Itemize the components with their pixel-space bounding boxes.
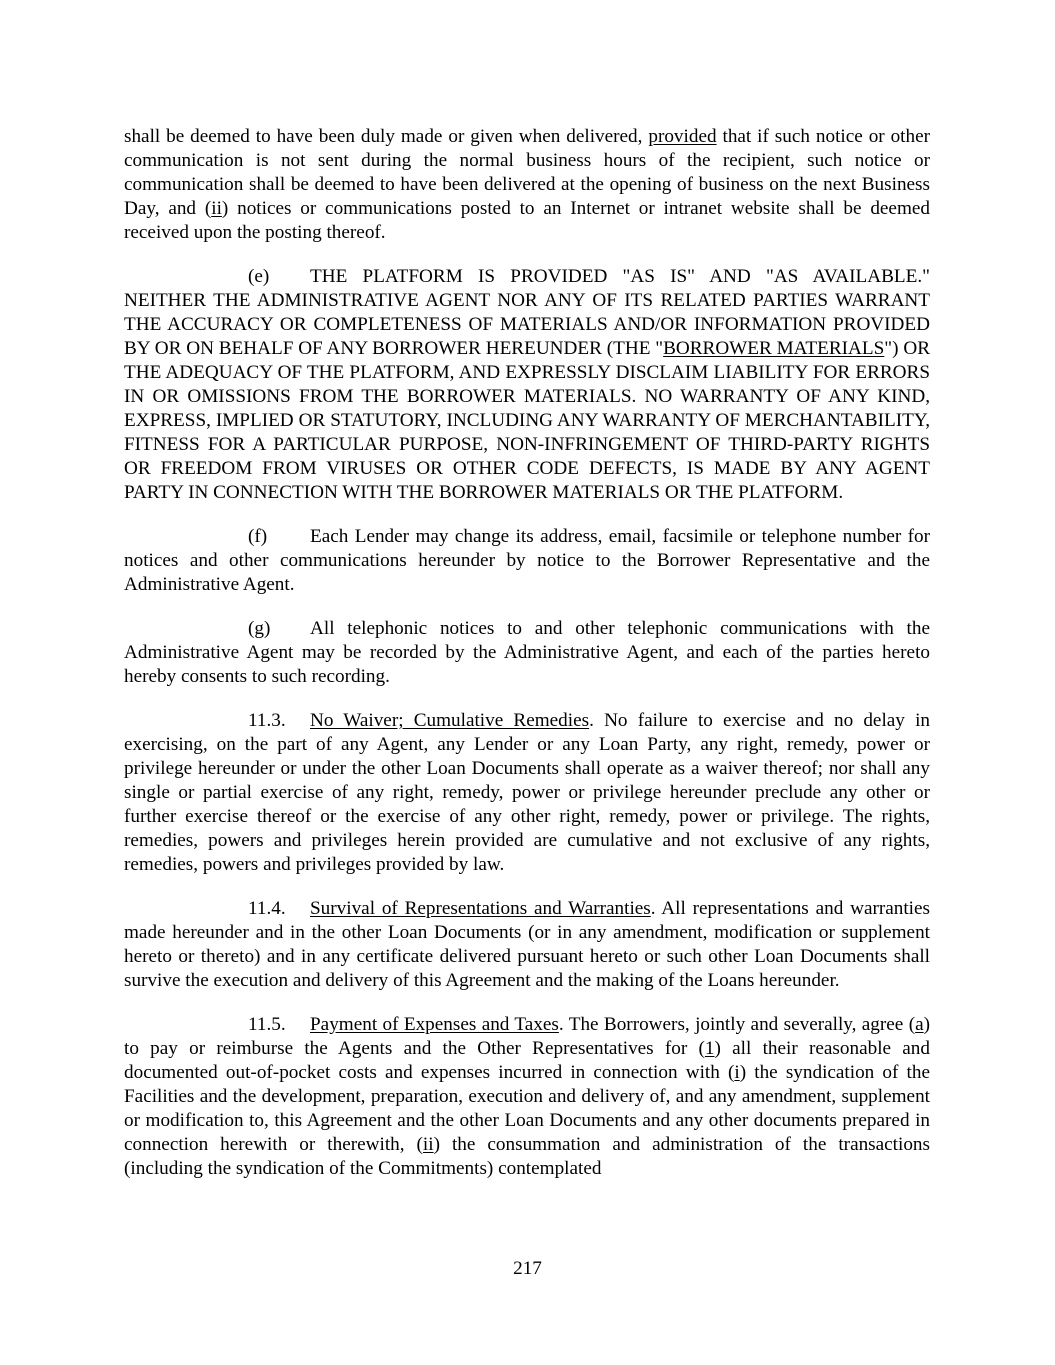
clause-i-marker: i	[734, 1062, 740, 1083]
paragraph-e-label: (e)	[248, 266, 270, 287]
clause-ii-marker-2: ii	[422, 1134, 434, 1155]
section-11-5-heading: Payment of Expenses and Taxes	[310, 1014, 559, 1035]
section-11-4: 11.4. Survival of Representations and Warranties. All representations and warranties made hereunder and in the other Loan Documents (or in any amendment, modification or supplement hereto or thereto) and in any certificate delivered pursuant hereto or such other Loan Documents shall survive the execution and delivery of this Agreement and the making of the Loans hereunder.	[124, 898, 930, 991]
section-11-3-heading: No Waiver; Cumulative Remedies	[310, 710, 590, 731]
section-11-4-heading: Survival of Representations and Warranties	[310, 898, 651, 919]
section-11-3-number: 11.3.	[248, 710, 286, 731]
section-11-3: 11.3. No Waiver; Cumulative Remedies. No failure to exercise and no delay in exercising, on the part of any Agent, any Lender or any Loan Party, any right, remedy, power or privilege hereunder or under the other Loan Documents shall operate as a waiver thereof; nor shall any single or partial exercise of any right, remedy, power or privilege hereunder preclude any other or further exercise thereof or the exercise of any other right, remedy, power or privilege. The rights, remedies, powers and privileges herein provided are cumulative and not exclusive of any rights, remedies, powers and privileges provided by law.	[124, 710, 931, 875]
paragraph-g-label: (g)	[248, 618, 271, 639]
clause-ii-marker: ii	[211, 198, 222, 219]
provided-term: provided	[648, 126, 717, 147]
section-11-4-number: 11.4.	[248, 898, 286, 919]
paragraph-f-label: (f)	[248, 526, 268, 547]
paragraph-e: (e) THE PLATFORM IS PROVIDED "AS IS" AND "AS AVAILABLE." NEITHER THE ADMINISTRATIVE AGENT NOR ANY OF ITS RELATED PARTIES WARRANT THE ACCURACY OR COMPLETENESS OF MATERIALS AND/OR INFORMATION PROVIDED BY OR ON BEHALF OF ANY BORROWER HEREUNDER (THE "BORROWER MATERIALS") OR THE ADEQUACY OF THE PLATFORM, AND EXPRESSLY DISCLAIM LIABILITY FOR ERRORS IN OR OMISSIONS FROM THE BORROWER MATERIALS. NO WARRANTY OF ANY KIND, EXPRESS, IMPLIED OR STATUTORY, INCLUDING ANY WARRANTY OF MERCHANTABILITY, FITNESS FOR A PARTICULAR PURPOSE, NON-INFRINGEMENT OF THIRD-PARTY RIGHTS OR FREEDOM FROM VIRUSES OR OTHER CODE DEFECTS, IS MADE BY ANY AGENT PARTY IN CONNECTION WITH THE BORROWER MATERIALS OR THE PLATFORM.	[124, 266, 930, 503]
page-number: 217	[513, 1258, 542, 1279]
clause-1-marker: 1	[704, 1038, 715, 1059]
section-11-5-number: 11.5.	[248, 1014, 286, 1035]
document-page	[124, 125, 930, 1201]
clause-a-marker: a	[915, 1014, 924, 1035]
paragraph-d-continuation: shall be deemed to have been duly made or given when delivered, provided that if such notice or other communication is not sent during the normal business hours of the recipient, such notice or communication shall be deemed to have been delivered at the opening of business on the next Business Day, and (ii) notices or communications posted to an Internet or intranet website shall be deemed received upon the posting thereof.	[124, 126, 931, 243]
borrower-materials-term: BORROWER MATERIALS	[663, 338, 885, 359]
section-11-5: 11.5. Payment of Expenses and Taxes. The Borrowers, jointly and severally, agree (a) to pay or reimburse the Agents and the Other Representatives for (1) all their reasonable and documented out-of-pocket costs and expenses incurred in connection with (i) the syndication of the Facilities and the development, preparation, execution and delivery of, and any amendment, supplement or modification to, this Agreement and the other Loan Documents and any other documents prepared in connection herewith or therewith, (ii) the consummation and administration of the transactions (including the syndication of the Commitments) contemplated	[124, 1014, 931, 1179]
paragraph-g: (g) All telephonic notices to and other telephonic communications with the Administrative Agent may be recorded by the Administrative Agent, and each of the parties hereto hereby consents to such recording.	[124, 618, 930, 687]
paragraph-f: (f) Each Lender may change its address, email, facsimile or telephone number for notices and other communications hereunder by notice to the Borrower Representative and the Administrative Agent.	[124, 526, 930, 595]
